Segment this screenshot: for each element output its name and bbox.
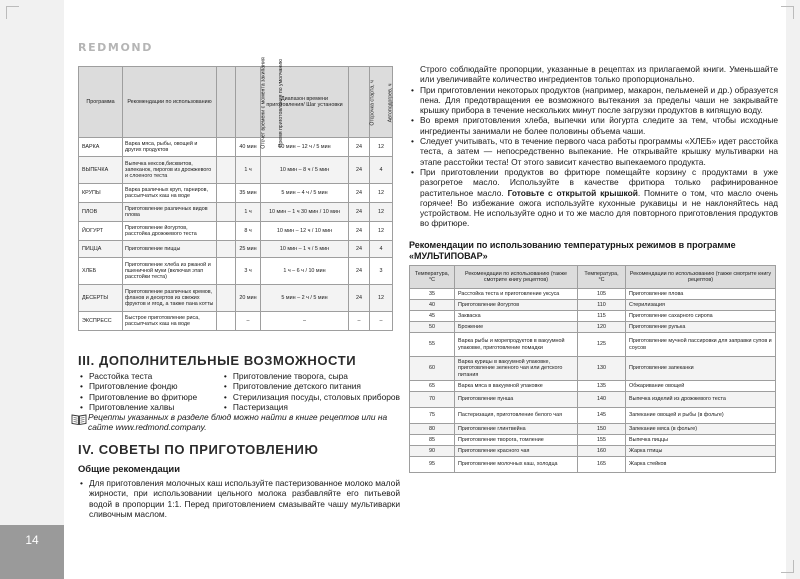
temperature-recommendation: Приготовление рулька	[626, 322, 776, 333]
program-timer-start	[217, 312, 236, 331]
crop-mark	[6, 6, 19, 19]
feature-item: • Стерилизация посуды, столовых приборов	[222, 392, 400, 402]
program-time-range: 1 ч – 6 ч / 10 мин	[261, 258, 349, 285]
program-default-time: 25 мин	[236, 241, 261, 258]
program-delay-start: 24	[349, 203, 370, 222]
temperature-value: 80	[410, 424, 455, 435]
program-name: ПЛОВ	[79, 203, 123, 222]
page-number: 14	[0, 525, 64, 579]
header-keep-warm: Автоподогрев, ч	[370, 67, 393, 138]
program-row	[79, 312, 393, 331]
temperature-row	[410, 311, 776, 322]
temperature-recommendation: Варка рыбы и морепродуктов в вакуумной упаковке, приготовление помадки	[455, 333, 578, 357]
program-time-range: 5 мин – 4 ч / 5 мин	[261, 184, 349, 203]
program-default-time: 1 ч	[236, 203, 261, 222]
program-name: ВАРКА	[79, 138, 123, 157]
program-row	[79, 222, 393, 241]
program-timer-start	[217, 138, 236, 157]
right-margin-band	[786, 0, 800, 579]
program-keep-warm: 12	[370, 222, 393, 241]
temperature-value: 140	[578, 392, 626, 408]
program-recommendation: Приготовление хлеба из ржаной и пшеничной муки (включая этап расстойки теста)	[123, 258, 217, 285]
temperature-recommendation: Запекание овощей и рыбы (в фольге)	[626, 408, 776, 424]
program-recommendation: Приготовление пиццы	[123, 241, 217, 258]
continued-paragraph: Строго соблюдайте пропорции, указанные в рецептах из прилагаемой книги. Уменьшайте или увеличивайте количество ингредиентов только пропорционально.	[420, 64, 778, 85]
program-time-range: 5 мин – 2 ч / 5 мин	[261, 285, 349, 312]
features-column-2	[222, 371, 400, 413]
temperature-recommendation: Обжаривание овощей	[626, 381, 776, 392]
program-keep-warm: 12	[370, 184, 393, 203]
program-timer-start	[217, 285, 236, 312]
program-keep-warm: 4	[370, 241, 393, 258]
temperature-recommendation: Приготовление красного чая	[455, 446, 578, 457]
program-table-body	[79, 138, 393, 331]
tips-list	[409, 85, 778, 229]
tip-emphasis: Готовьте с открытой крышкой	[507, 187, 638, 198]
program-keep-warm: 12	[370, 285, 393, 312]
tip-item: • Во время приготовления хлеба, выпечки или йогурта следите за тем, чтобы исходные ингредиенты занимали не более половины объема чаши.	[409, 115, 778, 136]
header-timer-start: Отсчет времени с момента закипания	[217, 67, 236, 138]
header-program: Программа	[79, 67, 123, 138]
program-recommendation: Выпечка кексов,бисквитов, запеканок, пирогов из дрожжевого и слоеного теста	[123, 157, 217, 184]
brand-logo: REDMOND	[78, 41, 153, 54]
program-name: КРУПЫ	[79, 184, 123, 203]
program-delay-start: 24	[349, 241, 370, 258]
program-timer-start	[217, 184, 236, 203]
temperature-recommendation: Приготовление пунша	[455, 392, 578, 408]
temperature-table-body	[410, 289, 776, 473]
temperature-value: 155	[578, 435, 626, 446]
temperature-value: 160	[578, 446, 626, 457]
temperature-recommendation: Приготовление йогуртов	[455, 300, 578, 311]
program-time-range: 10 мин – 8 ч / 5 мин	[261, 157, 349, 184]
program-keep-warm: 12	[370, 203, 393, 222]
tip-item: • При приготовлении некоторых продуктов (например, макарон, пельменей и др.) образуется пена. Для предотвращения ее возможного вытекания за пределы чаши не закрывайте крышку прибора в течение нескольких минут после загрузки продуктов в кипящую воду.	[409, 85, 778, 116]
program-timer-start	[217, 157, 236, 184]
program-delay-start: 24	[349, 285, 370, 312]
temperature-value: 60	[410, 357, 455, 381]
temperature-value: 90	[410, 446, 455, 457]
temperature-value: 105	[578, 289, 626, 300]
temperature-recommendation: Пастеризация, приготовление белого чая	[455, 408, 578, 424]
section-3-title: III. ДОПОЛНИТЕЛЬНЫЕ ВОЗМОЖНОСТИ	[78, 353, 357, 368]
header-recommendations: Рекомендации по использованию (также смотрите книгу рецептов)	[626, 266, 776, 289]
program-timer-start	[217, 258, 236, 285]
program-time-range: –	[261, 312, 349, 331]
features-list	[78, 371, 400, 413]
temperature-value: 110	[578, 300, 626, 311]
temperature-value: 145	[578, 408, 626, 424]
temperature-recommendation: Варка мяса в вакуумной упаковке	[455, 381, 578, 392]
temperature-recommendation: Приготовление сахарного сиропа	[626, 311, 776, 322]
header-delay-start: Отсрочка старта, ч	[349, 67, 370, 138]
temperature-value: 120	[578, 322, 626, 333]
temperature-row	[410, 457, 776, 473]
temperature-row	[410, 446, 776, 457]
temperature-recommendation: Жарка птицы	[626, 446, 776, 457]
feature-item: • Приготовление детского питания	[222, 381, 400, 391]
program-timer-start	[217, 222, 236, 241]
temperature-value: 165	[578, 457, 626, 473]
temperature-recommendation: Приготовление плова	[626, 289, 776, 300]
program-default-time: 8 ч	[236, 222, 261, 241]
temperature-value: 55	[410, 333, 455, 357]
feature-item: • Расстойка теста	[78, 371, 222, 381]
program-row	[79, 285, 393, 312]
tip-text: . Помните о том, что масло очень горячее! Во избежание ожога используйте кухонные рукавицы и не наклоняйтесь над устройством. Не используйте одно и то же масло для повторного приготовления продуктов во фритюре.	[420, 187, 778, 229]
temperature-recommendation: Запекание мяса (в фольге)	[626, 424, 776, 435]
program-default-time: 40 мин	[236, 138, 261, 157]
tip-item: • Следует учитывать, что в течение первого часа работы программы «ХЛЕБ» идет расстойка теста, а затем — непосредственно выпекание. Не открывайте крышку мультиварки на этапе расстойки теста! От этого зависит качество выпекаемого продукта.	[409, 136, 778, 167]
temperature-row	[410, 322, 776, 333]
temperature-row	[410, 408, 776, 424]
temperature-row	[410, 357, 776, 381]
program-name: ВЫПЕЧКА	[79, 157, 123, 184]
header-default-time: Время приготовления по умолчанию	[236, 67, 261, 138]
right-column-text	[409, 64, 778, 229]
program-keep-warm: 12	[370, 138, 393, 157]
section-4-title: IV. СОВЕТЫ ПО ПРИГОТОВЛЕНИЮ	[78, 442, 319, 457]
program-default-time: 1 ч	[236, 157, 261, 184]
temperature-value: 125	[578, 333, 626, 357]
program-row	[79, 157, 393, 184]
temperature-row	[410, 435, 776, 446]
temperature-value: 70	[410, 392, 455, 408]
tip-item	[409, 167, 778, 229]
program-keep-warm: –	[370, 312, 393, 331]
temperature-table-header	[410, 266, 776, 289]
temperature-value: 50	[410, 322, 455, 333]
program-delay-start: 24	[349, 184, 370, 203]
temperature-recommendation: Брожение	[455, 322, 578, 333]
features-column-1	[78, 371, 222, 413]
program-delay-start: 24	[349, 222, 370, 241]
header-time-range: Диапазон времени приготовления/ Шаг установки	[261, 67, 349, 138]
program-recommendation: Приготовление различных видов плова	[123, 203, 217, 222]
temperature-value: 40	[410, 300, 455, 311]
program-name: ПИЦЦА	[79, 241, 123, 258]
program-recommendation: Варка различных круп, гарниров, рассыпчатых каш на воде	[123, 184, 217, 203]
general-recommendations-heading: Общие рекомендации	[78, 463, 180, 474]
general-recommendations-list	[78, 478, 400, 520]
temperature-recommendation: Варка курицы в вакуумной упаковке, приготовление зеленого чая или детского питания	[455, 357, 578, 381]
program-keep-warm: 3	[370, 258, 393, 285]
program-recommendation: Приготовление различных кремов, фланов и десертов из свежих фруктов и ягод, а также пана котты	[123, 285, 217, 312]
program-row	[79, 138, 393, 157]
recipe-note	[70, 412, 402, 432]
program-delay-start: 24	[349, 157, 370, 184]
program-row	[79, 203, 393, 222]
program-timer-start	[217, 241, 236, 258]
program-time-range: 10 мин – 12 ч / 10 мин	[261, 222, 349, 241]
temperature-recommendation: Выпечка пиццы	[626, 435, 776, 446]
temperature-value: 75	[410, 408, 455, 424]
temperature-table	[409, 265, 776, 473]
temperature-value: 130	[578, 357, 626, 381]
crop-mark	[781, 560, 794, 573]
advice-item: • Для приготовления молочных каш используйте пастеризованное молоко малой жирности, при использовании цельного молока разбавляйте его питьевой водой в пропорции 1:1. Перед приготовлением смазывайте чашу мультиварки сливочным маслом.	[78, 478, 400, 520]
program-name: ЭКСПРЕСС	[79, 312, 123, 331]
header-temperature: Температура, °C	[578, 266, 626, 289]
temperature-value: 95	[410, 457, 455, 473]
program-time-range: 10 мин – 1 ч 30 мин / 10 мин	[261, 203, 349, 222]
program-row	[79, 241, 393, 258]
program-recommendation: Быстрое приготовление риса, рассыпчатых каш на воде	[123, 312, 217, 331]
feature-item: • Приготовление халвы	[78, 402, 222, 412]
program-default-time: 35 мин	[236, 184, 261, 203]
temperature-row	[410, 381, 776, 392]
header-temperature: Температура, °C	[410, 266, 455, 289]
program-default-time: 20 мин	[236, 285, 261, 312]
program-table	[78, 56, 394, 331]
temperature-row	[410, 300, 776, 311]
feature-item: • Приготовление фондю	[78, 381, 222, 391]
header-recommendations: Рекомендации по использованию	[123, 67, 217, 138]
program-default-time: –	[236, 312, 261, 331]
temperature-table-heading: Рекомендации по использованию температурных режимов в программе «МУЛЬТИПОВАР»	[409, 240, 736, 261]
feature-item: • Приготовление во фритюре	[78, 392, 222, 402]
left-margin-band	[0, 0, 64, 579]
temperature-recommendation: Выпечка изделий из дрожжевого теста	[626, 392, 776, 408]
book-icon	[70, 413, 88, 425]
temperature-value: 115	[578, 311, 626, 322]
program-timer-start	[217, 203, 236, 222]
program-recommendation: Приготовление йогуртов, расстойка дрожжевого теста	[123, 222, 217, 241]
tip-text: При приготовлении продуктов во фритюре помещайте корзину с продуктами в уже разогретое масло. Используйте в качестве фритюра только рафинированное растительное масло.	[420, 166, 778, 198]
temperature-recommendation: Приготовление глинтвейна	[455, 424, 578, 435]
temperature-row	[410, 392, 776, 408]
program-delay-start: –	[349, 312, 370, 331]
program-table-header	[79, 67, 393, 138]
program-default-time: 3 ч	[236, 258, 261, 285]
temperature-value: 135	[578, 381, 626, 392]
temperature-value: 85	[410, 435, 455, 446]
temperature-recommendation: Приготовление запеканки	[626, 357, 776, 381]
temperature-value: 45	[410, 311, 455, 322]
program-row	[79, 184, 393, 203]
feature-item: • Приготовление творога, сыра	[222, 371, 400, 381]
temperature-recommendation: Расстойка теста и приготовление уксуса	[455, 289, 578, 300]
temperature-row	[410, 333, 776, 357]
temperature-recommendation: Приготовление мучной пассировки для заправки супов и соусов	[626, 333, 776, 357]
temperature-recommendation: Приготовление молочных каш, холодца	[455, 457, 578, 473]
temperature-recommendation: Жарка стейков	[626, 457, 776, 473]
temperature-recommendation: Закваска	[455, 311, 578, 322]
program-row	[79, 258, 393, 285]
crop-mark	[781, 6, 794, 19]
temperature-recommendation: Стерилизация	[626, 300, 776, 311]
temperature-value: 35	[410, 289, 455, 300]
temperature-value: 65	[410, 381, 455, 392]
temperature-recommendation: Приготовление творога, томление	[455, 435, 578, 446]
program-delay-start: 24	[349, 258, 370, 285]
temperature-row	[410, 289, 776, 300]
program-keep-warm: 4	[370, 157, 393, 184]
feature-item: • Пастеризация	[222, 402, 400, 412]
program-recommendation: Варка мяса, рыбы, овощей и других продуктов	[123, 138, 217, 157]
program-name: ЙОГУРТ	[79, 222, 123, 241]
program-time-range: 10 мин – 1 ч / 5 мин	[261, 241, 349, 258]
program-name: ДЕСЕРТЫ	[79, 285, 123, 312]
temperature-row	[410, 424, 776, 435]
program-time-range: 10 мин – 12 ч / 5 мин	[261, 138, 349, 157]
program-name: ХЛЕБ	[79, 258, 123, 285]
temperature-value: 150	[578, 424, 626, 435]
recipe-note-text: Рецепты указанных в разделе блюд можно найти в книге рецептов или на сайте www.redmond.company.	[88, 412, 388, 432]
program-delay-start: 24	[349, 138, 370, 157]
header-recommendations: Рекомендации по использованию (также смотрите книгу рецептов)	[455, 266, 578, 289]
